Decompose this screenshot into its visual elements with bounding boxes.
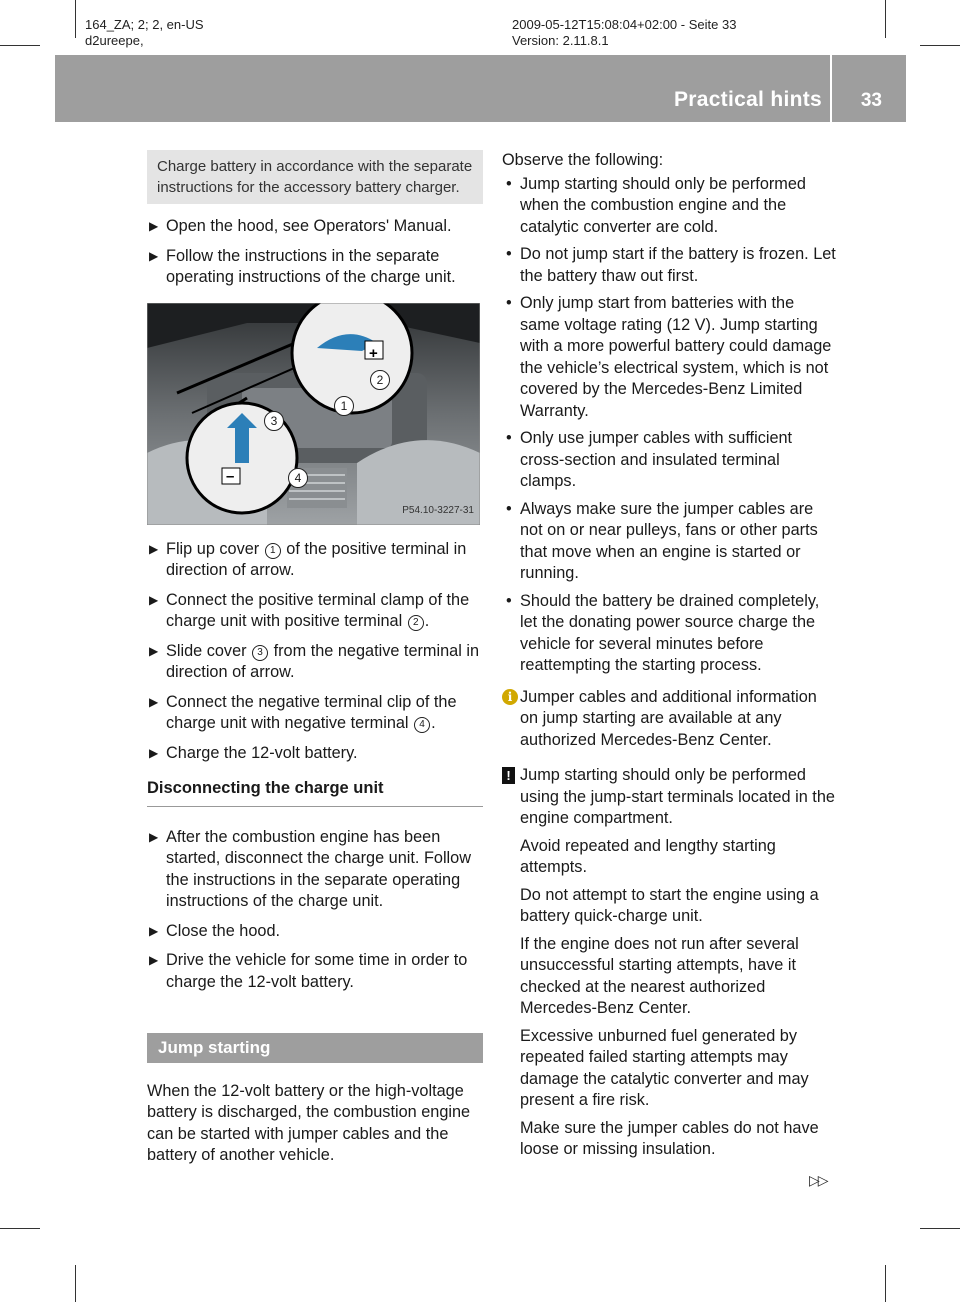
crop-mark — [0, 1228, 40, 1229]
warning-paragraph: Avoid repeated and lengthy starting attempts. — [520, 836, 776, 876]
body-paragraph: When the 12-volt battery or the high-voltage battery is discharged, the combustion engine can be started with jumper cables and the battery of another vehicle. — [147, 1081, 471, 1164]
print-meta-version: 2009-05-12T15:08:04+02:00 - Seite 33 Version: 2.11.8.1 — [512, 17, 737, 48]
step-arrow-icon: ▶ — [149, 745, 159, 760]
crop-mark — [885, 0, 886, 38]
engine-compartment-figure — [147, 303, 480, 525]
bullet-icon: • — [506, 245, 512, 263]
section-heading: Disconnecting the charge unit — [147, 778, 483, 807]
step-arrow-icon: ▶ — [149, 829, 159, 844]
step-arrow-icon: ▶ — [149, 592, 159, 607]
warning-paragraph: Make sure the jumper cables do not have loose or missing insulation. — [520, 1118, 819, 1158]
warning-icon: ! — [502, 767, 515, 784]
print-meta-file: 164_ZA; 2; 2, en-US d2ureepe, — [85, 17, 204, 48]
section-title: Practical hints — [673, 88, 822, 111]
jump-starting-heading: Jump starting — [147, 1033, 483, 1063]
bullet-icon: • — [506, 591, 512, 610]
warning-paragraph: Jump starting should only be performed using the jump-start terminals located in the engine compartment. — [520, 766, 835, 827]
page-number: 33 — [860, 90, 882, 111]
callout-4: 4 — [288, 468, 308, 488]
right-column — [502, 150, 838, 1167]
bullet-icon: • — [506, 174, 512, 193]
info-icon: i — [502, 689, 518, 705]
instruction-step: ▶ Connect the positive terminal clamp of the charge unit with positive terminal 2 . — [149, 590, 470, 630]
list-item: • Should the battery be drained completely, let the donating power source charge the vehicle for several minutes before reattempting the starting process. — [506, 591, 820, 674]
list-item: • Only jump start from batteries with the same voltage rating (12 V). Jump starting with a more powerful battery could damage the vehicle’s electrical system, which is not covered by the Mercedes-Benz Limited Warranty. — [506, 294, 832, 420]
step-arrow-icon: ▶ — [149, 953, 159, 967]
warning-paragraph: Excessive unburned fuel generated by repeated failed starting attempts may damage the catalytic converter and may present a fire risk. — [520, 1026, 809, 1109]
list-item: • Only use jumper cables with sufficient cross-section and insulated terminal clamps. — [506, 429, 793, 490]
bullet-icon: • — [506, 294, 512, 312]
list-item: • Do not jump start if the battery is frozen. Let the battery thaw out first. — [506, 245, 836, 285]
callout-1: 1 — [334, 396, 354, 416]
step-arrow-icon: ▶ — [149, 541, 159, 556]
warning-paragraph: If the engine does not run after several unsuccessful starting attempts, have it checked at the nearest authorized Mercedes-Benz Center. — [520, 934, 799, 1017]
engine-illustration — [147, 303, 480, 525]
crop-mark — [920, 1228, 960, 1229]
step-arrow-icon: ▶ — [149, 643, 159, 658]
instruction-step: ▶ Close the hood. — [147, 921, 483, 943]
warning-paragraph: Do not attempt to start the engine using a battery quick-charge unit. — [520, 885, 819, 925]
bullet-icon: • — [506, 429, 512, 447]
info-note: i Jumper cables and additional information on jump starting are available at any authorized Mercedes-Benz Center. — [502, 687, 838, 752]
intro-text: Observe the following: — [502, 151, 664, 169]
callout-ref: 2 — [408, 615, 424, 631]
crop-mark — [920, 45, 960, 46]
figure-code: P54.10-3227-31 — [402, 505, 474, 516]
instruction-step: ▶ Connect the negative terminal clip of the charge unit with negative terminal 4 . — [149, 692, 457, 732]
header-separator — [830, 55, 832, 122]
instruction-step: ▶ Open the hood, see Operators' Manual. — [147, 216, 483, 238]
minus-symbol: – — [226, 467, 235, 485]
crop-mark — [75, 1265, 76, 1302]
step-arrow-icon: ▶ — [149, 248, 159, 263]
instruction-step: ▶ Flip up cover 1 of the positive terminal in direction of arrow. — [149, 539, 467, 579]
plus-symbol: + — [369, 344, 378, 362]
callout-ref: 1 — [265, 543, 281, 559]
crop-mark — [75, 0, 76, 38]
left-column — [147, 150, 483, 1177]
bullet-icon: • — [506, 499, 512, 518]
step-arrow-icon: ▶ — [149, 219, 159, 233]
list-item: • Always make sure the jumper cables are not on or near pulleys, fans or other parts that move when an engine is started or running. — [506, 499, 818, 582]
crop-mark — [0, 45, 40, 46]
step-arrow-icon: ▶ — [149, 923, 159, 938]
callout-ref: 3 — [252, 645, 268, 661]
warning-note — [502, 765, 838, 1161]
instruction-step: ▶ Follow the instructions in the separate operating instructions of the charge unit. — [149, 246, 456, 286]
instruction-step: ▶ Slide cover 3 from the negative terminal in direction of arrow. — [149, 641, 480, 681]
instruction-step: ▶ After the combustion engine has been started, disconnect the charge unit. Follow the instructions in the separate operating instructions of the charge unit. — [149, 827, 471, 910]
callout-ref: 4 — [414, 717, 430, 733]
note-box: Charge battery in accordance with the separate instructions for the accessory battery charger. — [147, 150, 483, 204]
instruction-step: ▶ Drive the vehicle for some time in order to charge the 12-volt battery. — [149, 951, 468, 991]
instruction-step: ▶ Charge the 12-volt battery. — [147, 743, 483, 765]
callout-3: 3 — [264, 411, 284, 431]
callout-2: 2 — [370, 370, 390, 390]
continued-icon: ▷▷ — [809, 1172, 827, 1188]
step-arrow-icon: ▶ — [149, 694, 159, 709]
list-item: • Jump starting should only be performed when the combustion engine and the catalytic converter are cold. — [506, 174, 806, 236]
crop-mark — [885, 1265, 886, 1302]
